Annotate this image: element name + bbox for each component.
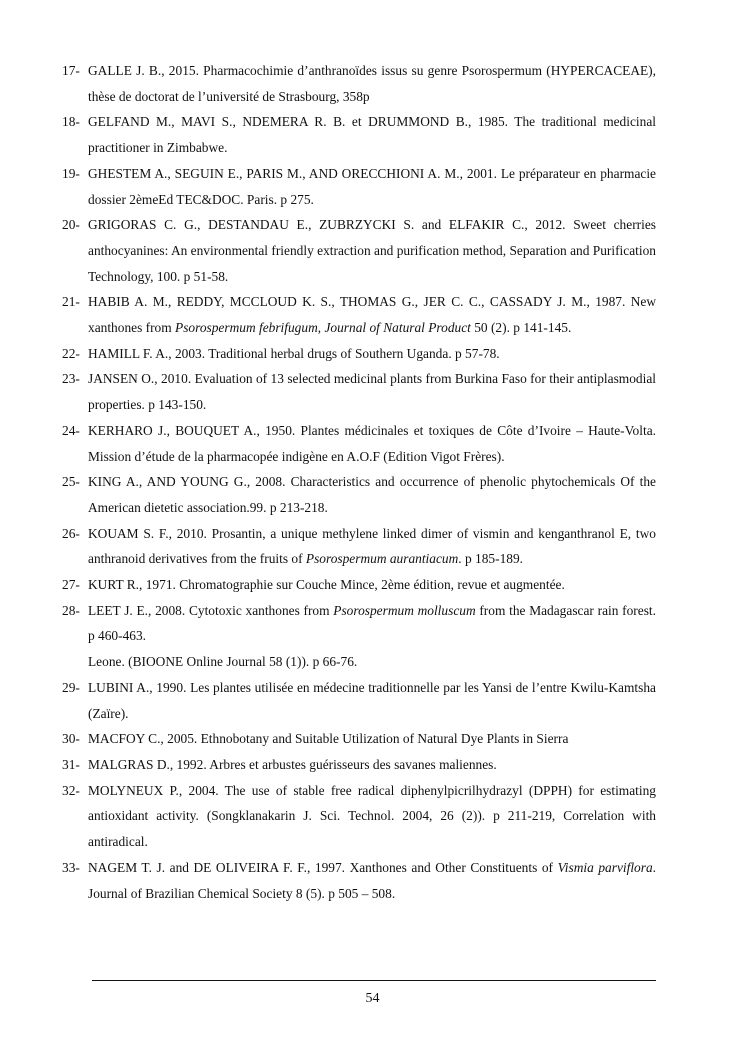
footer-rule xyxy=(92,980,656,981)
reference-number: 31- xyxy=(62,756,80,772)
reference-number: 21- xyxy=(62,294,80,310)
reference-item xyxy=(62,598,656,675)
reference-item xyxy=(62,109,656,160)
reference-segment: MALGRAS D., 1992. Arbres et arbustes guérisseurs des savanes maliennes. xyxy=(88,756,497,772)
reference-segment: , xyxy=(317,320,325,336)
reference-item xyxy=(62,521,656,572)
reference-text xyxy=(88,346,500,361)
reference-text xyxy=(88,757,497,772)
reference-item xyxy=(62,675,656,726)
reference-segment: GELFAND M., MAVI S., NDEMERA R. B. et DRUMMOND B., 1985. The traditional medicinal practitioner in Zimbabwe. xyxy=(88,114,656,156)
reference-number: 25- xyxy=(62,474,80,490)
reference-segment: NAGEM T. J. and DE OLIVEIRA F. F., 1997. Xanthones and Other Constituents of xyxy=(88,859,558,875)
reference-text xyxy=(88,783,656,849)
reference-text xyxy=(88,63,656,104)
reference-segment: HABIB A. M., REDDY, MCCLOUD K. S., THOMAS G., JER C. C., CASSADY J. M., 1987. New xanthones from xyxy=(88,294,656,336)
reference-number: 20- xyxy=(62,217,80,233)
reference-number: 30- xyxy=(62,731,80,747)
reference-item xyxy=(62,752,656,778)
reference-item xyxy=(62,212,656,289)
reference-segment: KING A., AND YOUNG G., 2008. Characteristics and occurrence of phenolic phytochemicals Of the American dietetic association.99. p 213-218. xyxy=(88,474,656,515)
reference-number: 22- xyxy=(62,345,80,361)
reference-segment: MACFOY C., 2005. Ethnobotany and Suitable Utilization of Natural Dye Plants in Sierra xyxy=(88,731,569,747)
reference-number: 29- xyxy=(62,679,80,695)
reference-text xyxy=(88,526,656,567)
reference-italic-title: Vismia parviflora xyxy=(557,859,653,875)
reference-continuation: Leone. (BIOONE Online Journal 58 (1)). p 66-76. xyxy=(88,654,358,670)
reference-number: 18- xyxy=(62,114,80,130)
page-number: 54 xyxy=(365,991,380,1006)
reference-segment: KERHARO J., BOUQUET A., 1950. Plantes médicinales et toxiques de Côte d’Ivoire – Haute-Volta. Mission d’étude de la pharmacopée indigène en A.O.F (Edition Vigot Frères). xyxy=(88,422,656,464)
reference-text xyxy=(88,371,656,412)
reference-text xyxy=(88,680,656,721)
reference-item xyxy=(62,726,656,752)
reference-segment: MOLYNEUX P., 2004. The use of stable free radical diphenylpicrilhydrazyl (DPPH) for estimating antioxidant activity. (Songklanakarin J. Sci. Technol. 2004, 26 (2)). p 211-219, Correlation with antiradical. xyxy=(88,782,656,850)
reference-number: 28- xyxy=(62,602,80,618)
reference-segment: KOUAM S. F., 2010. Prosantin, a unique methylene linked dimer of vismin and kenganthranol E, two anthranoid derivatives from the fruits of xyxy=(88,525,656,567)
reference-item xyxy=(62,855,656,906)
reference-text xyxy=(88,423,656,464)
reference-item xyxy=(62,161,656,212)
reference-number: 33- xyxy=(62,859,80,875)
reference-segment: JANSEN O., 2010. Evaluation of 13 selected medicinal plants from Burkina Faso for their antiplasmodial properties. p 143-150. xyxy=(88,371,656,413)
reference-number: 27- xyxy=(62,577,80,593)
reference-number: 32- xyxy=(62,782,80,798)
reference-text xyxy=(88,603,656,644)
reference-text xyxy=(88,166,656,207)
reference-item xyxy=(62,469,656,520)
reference-italic-title: Journal of Natural Product xyxy=(324,320,471,336)
reference-italic-title: Psorospermum molluscum xyxy=(333,602,476,618)
reference-segment: GHESTEM A., SEGUIN E., PARIS M., AND ORECCHIONI A. M., 2001. Le préparateur en pharmacie dossier 2èmeEd TEC&DOC. Paris. p 275. xyxy=(88,165,656,207)
reference-segment: GALLE J. B., 2015. Pharmacochimie d’anthranoïdes issus su genre Psorospermum (HYPERCACEAE), thèse de doctorat de l’université de Strasbourg, 358p xyxy=(88,63,656,104)
reference-number: 23- xyxy=(62,371,80,387)
reference-segment: GRIGORAS C. G., DESTANDAU E., ZUBRZYCKI S. and ELFAKIR C., 2012. Sweet cherries anthocyanines: An environmental friendly extraction and purification method, Separation and Purification Technology, 100. p 51-58. xyxy=(88,217,656,284)
reference-segment: 50 (2). p 141-145. xyxy=(470,320,572,336)
reference-text xyxy=(88,860,656,901)
reference-text xyxy=(88,731,568,746)
reference-segment: . p 185-189. xyxy=(458,551,524,567)
reference-text xyxy=(88,294,656,335)
reference-item xyxy=(62,58,656,109)
reference-item xyxy=(62,778,656,855)
reference-segment: LEET J. E., 2008. Cytotoxic xanthones from xyxy=(88,602,334,618)
reference-item xyxy=(62,418,656,469)
reference-text xyxy=(88,577,565,592)
reference-item xyxy=(62,366,656,417)
reference-text xyxy=(88,114,656,155)
reference-segment: HAMILL F. A., 2003. Traditional herbal drugs of Southern Uganda. p 57-78. xyxy=(88,345,500,361)
reference-number: 24- xyxy=(62,422,80,438)
reference-item xyxy=(62,289,656,340)
reference-text xyxy=(88,474,656,515)
reference-segment: KURT R., 1971. Chromatographie sur Couche Mince, 2ème édition, revue et augmentée. xyxy=(88,577,565,593)
reference-list xyxy=(62,58,656,906)
reference-number: 19- xyxy=(62,165,80,181)
reference-item xyxy=(62,572,656,598)
reference-item xyxy=(62,341,656,367)
reference-italic-title: Psorospermum aurantiacum xyxy=(305,551,459,567)
reference-number: 26- xyxy=(62,525,80,541)
reference-text xyxy=(88,217,656,283)
reference-segment: LUBINI A., 1990. Les plantes utilisée en médecine traditionnelle par les Yansi de l’entre Kwilu-Kamtsha (Zaïre). xyxy=(88,679,656,721)
reference-italic-title: Psorospermum febrifugum xyxy=(175,320,318,336)
reference-number: 17- xyxy=(62,63,80,78)
reference-segment: from the Madagascar rain forest. p 460-463. xyxy=(88,602,656,644)
reference-segment: . Journal of Brazilian Chemical Society 8 (5). p 505 – 508. xyxy=(88,859,657,901)
